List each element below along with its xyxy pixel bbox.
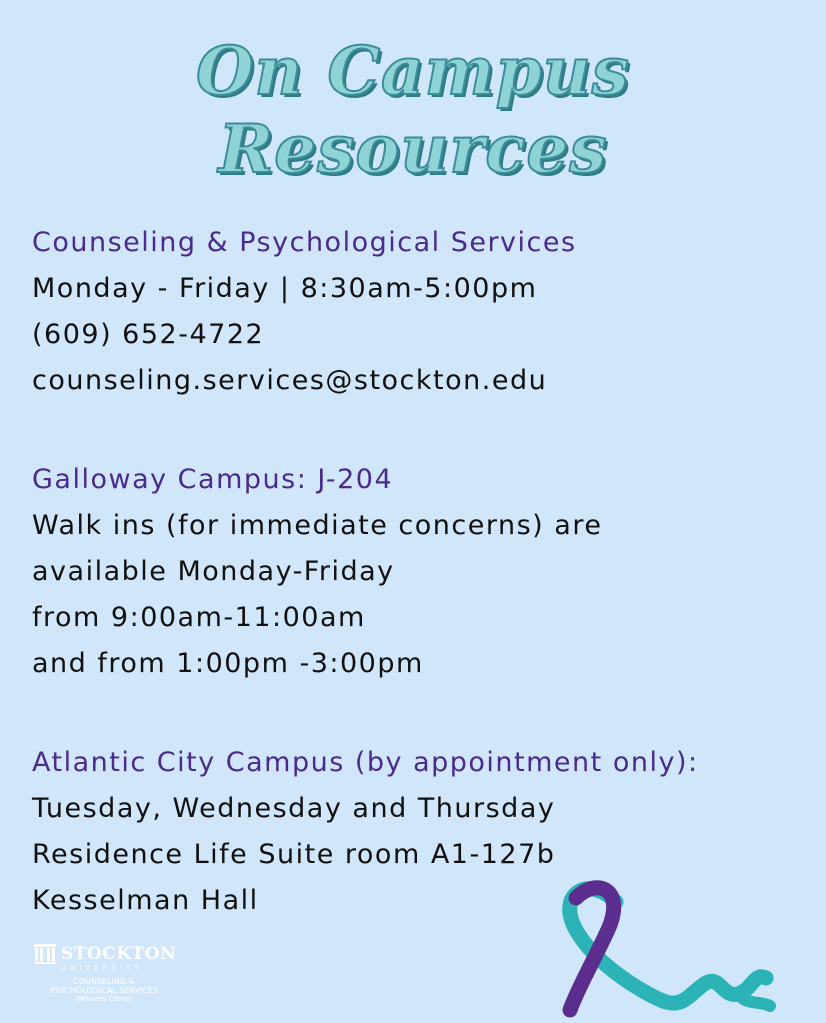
- awareness-ribbon-icon: [548, 878, 778, 1018]
- galloway-line: Walk ins (for immediate concerns) are: [32, 510, 603, 541]
- logo-department-line-1: COUNSELING &: [73, 977, 135, 986]
- counseling-email: counseling.services@stockton.edu: [32, 365, 548, 396]
- atlantic-city-line: Kesselman Hall: [32, 885, 259, 916]
- galloway-line: and from 1:00pm -3:00pm: [32, 648, 424, 679]
- logo-department-line-2: PSYCHOLOGICAL SERVICES: [49, 986, 159, 995]
- galloway-line: from 9:00am-11:00am: [32, 602, 366, 633]
- counseling-heading: Counseling & Psychological Services: [32, 227, 577, 258]
- galloway-line: available Monday-Friday: [32, 556, 395, 587]
- galloway-section: [32, 457, 812, 687]
- atlantic-city-line: Tuesday, Wednesday and Thursday: [32, 793, 556, 824]
- atlantic-city-line: Residence Life Suite room A1-127b: [32, 839, 556, 870]
- counseling-hours: Monday - Friday | 8:30am-5:00pm: [32, 273, 538, 304]
- galloway-heading: Galloway Campus: J-204: [32, 464, 394, 495]
- logo-name: STOCKTON: [61, 944, 177, 964]
- atlantic-city-heading: Atlantic City Campus (by appointment only):: [32, 747, 699, 778]
- title-line-1: On Campus: [196, 32, 630, 110]
- counseling-section: [32, 220, 812, 404]
- stockton-columns-icon: [34, 944, 56, 964]
- logo-department-line-3: Wellness Center: [75, 995, 133, 1003]
- title-line-2: Resources: [218, 110, 608, 188]
- stockton-logo: [34, 944, 184, 1004]
- logo-university: UNIVERSITY: [61, 964, 143, 972]
- counseling-phone: (609) 652-4722: [32, 319, 265, 350]
